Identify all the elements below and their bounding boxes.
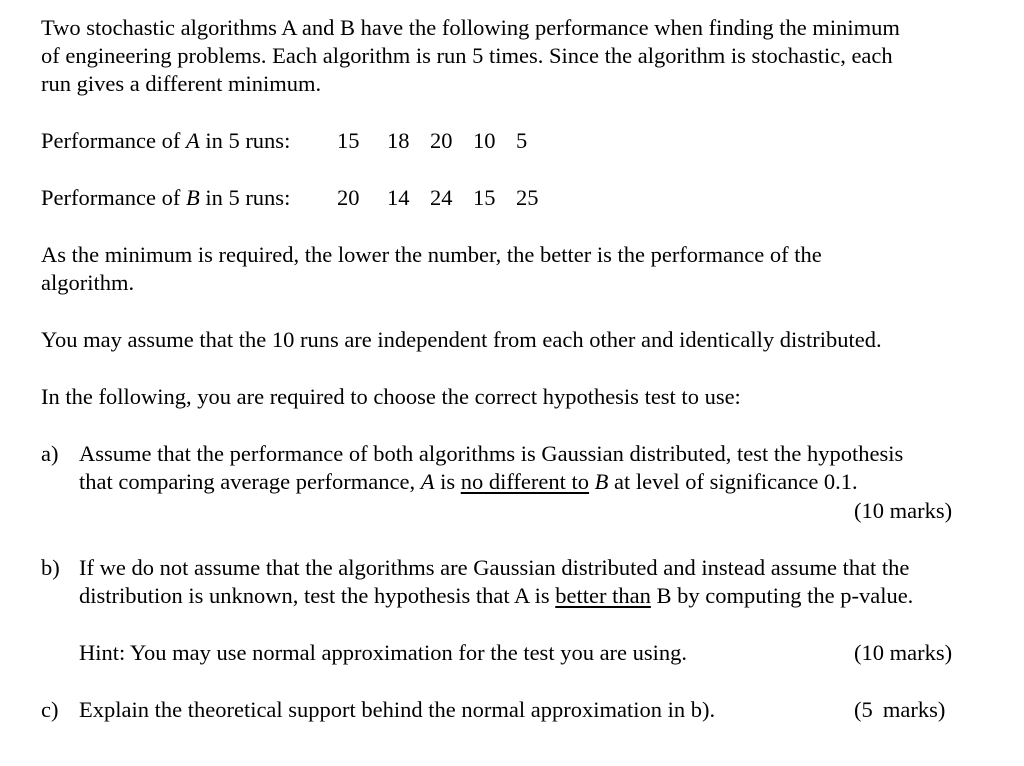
instruction-text: In the following, you are required to choose the correct hypothesis test to use: — [41, 384, 741, 409]
part-a-label: a) — [41, 441, 59, 466]
performance-b-label: Performance of B in 5 runs: — [41, 185, 291, 210]
performance-b-value: 25 — [516, 185, 539, 210]
performance-b-value: 24 — [430, 185, 453, 210]
performance-a-value: 18 — [387, 128, 410, 153]
part-b-emphasis: better than — [555, 583, 651, 608]
part-c-marks: (5 marks) — [854, 697, 946, 722]
part-a-marks: (10 marks) — [854, 498, 953, 523]
minimum-note-line-1: As the minimum is required, the lower the number, the better is the performance of the — [41, 242, 822, 267]
performance-a-value: 15 — [337, 128, 360, 153]
intro-line-3: run gives a different minimum. — [41, 71, 322, 96]
performance-a-value: 10 — [473, 128, 496, 153]
part-b-label: b) — [41, 555, 60, 580]
intro-line-1: Two stochastic algorithms A and B have the following performance when finding the minimum — [41, 15, 900, 40]
part-b-marks: (10 marks) — [854, 640, 953, 665]
performance-a-value: 5 — [516, 128, 528, 153]
part-a-line-2: that comparing average performance, A is no different to B at level of significance 0.1. — [79, 469, 858, 494]
intro-line-2: of engineering problems. Each algorithm is run 5 times. Since the algorithm is stochastic, each — [41, 43, 893, 68]
part-b-line-1: If we do not assume that the algorithms are Gaussian distributed and instead assume that the — [79, 555, 910, 580]
part-b-hint: Hint: You may use normal approximation for the test you are using. — [79, 640, 688, 665]
independence-note: You may assume that the 10 runs are independent from each other and identically distributed. — [41, 327, 882, 352]
performance-a-label: Performance of A in 5 runs: — [41, 128, 291, 153]
performance-a-value: 20 — [430, 128, 453, 153]
part-b-line-2: distribution is unknown, test the hypothesis that A is better than B by computing the p-value. — [79, 583, 914, 608]
performance-b-value: 15 — [473, 185, 496, 210]
part-a-emphasis: no different to — [460, 469, 590, 494]
minimum-note-line-2: algorithm. — [41, 270, 135, 295]
part-a-line-1: Assume that the performance of both algorithms is Gaussian distributed, test the hypothesis — [79, 441, 904, 466]
part-c-text: Explain the theoretical support behind the normal approximation in b). — [79, 697, 716, 722]
performance-b-value: 14 — [387, 185, 410, 210]
performance-b-value: 20 — [337, 185, 360, 210]
part-c-label: c) — [41, 697, 59, 722]
